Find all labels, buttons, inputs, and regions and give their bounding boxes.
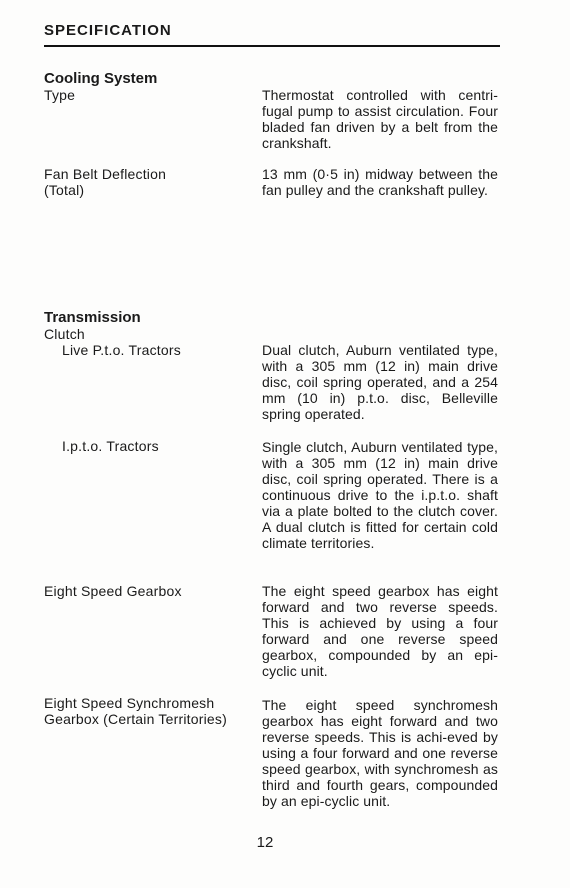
cooling-heading: Cooling System xyxy=(44,70,158,87)
ipto-desc: Single clutch, Auburn ventilated type, with a 305 mm (12 in) main drive disc, coil spring operated. There is a continuous drive to the i.p.t.o. shaft via a plate bolted to the clutch cover. A dual clutch is fitted for certain cold climate territories. xyxy=(262,439,498,551)
fan-belt-label-2: (Total) xyxy=(44,182,85,198)
synchromesh-desc: The eight speed synchromesh gearbox has eight forward and two reverse speeds. This is achi-eved by using a four forward and one reverse speed gearbox, with synchromesh as third and fourth gears, compounded by an epi-cyclic unit. xyxy=(262,697,498,809)
header-rule xyxy=(44,45,500,47)
synchromesh-label-1: Eight Speed Synchromesh xyxy=(44,695,215,711)
gearbox-labels xyxy=(44,583,254,599)
synchromesh-labels xyxy=(44,695,259,727)
clutch-label: Clutch xyxy=(44,326,85,342)
live-pto-desc: Dual clutch, Auburn ventilated type, with a 305 mm (12 in) main drive disc, coil spring operated, and a 254 mm (10 in) p.t.o. disc, Belleville spring operated. xyxy=(262,342,498,422)
cooling-type-desc: Thermostat controlled with centri-fugal pump to assist circulation. Four bladed fan driven by a belt from the crankshaft. xyxy=(262,87,498,151)
fan-belt-desc: 13 mm (0·5 in) midway between the fan pulley and the crankshaft pulley. xyxy=(262,166,498,198)
page-number: 12 xyxy=(256,834,274,851)
gearbox-desc: The eight speed gearbox has eight forward and two reverse speeds. This is achieved by using a four forward and one reverse speed gearbox, compounded by an epi-cyclic unit. xyxy=(262,583,498,679)
ipto-label: I.p.t.o. Tractors xyxy=(62,438,159,454)
page-title: SPECIFICATION xyxy=(44,22,172,39)
synchromesh-label-2: Gearbox (Certain Territories) xyxy=(44,711,227,727)
live-pto-label: Live P.t.o. Tractors xyxy=(62,342,181,358)
cooling-section-labels xyxy=(44,70,244,103)
fan-belt-label-1: Fan Belt Deflection xyxy=(44,166,167,182)
ipto-labels xyxy=(44,438,254,454)
cooling-type-label: Type xyxy=(44,87,76,103)
transmission-section-labels xyxy=(44,309,254,358)
transmission-heading: Transmission xyxy=(44,309,141,326)
gearbox-label: Eight Speed Gearbox xyxy=(44,583,182,599)
fan-belt-labels xyxy=(44,166,244,198)
page-header xyxy=(44,22,500,47)
